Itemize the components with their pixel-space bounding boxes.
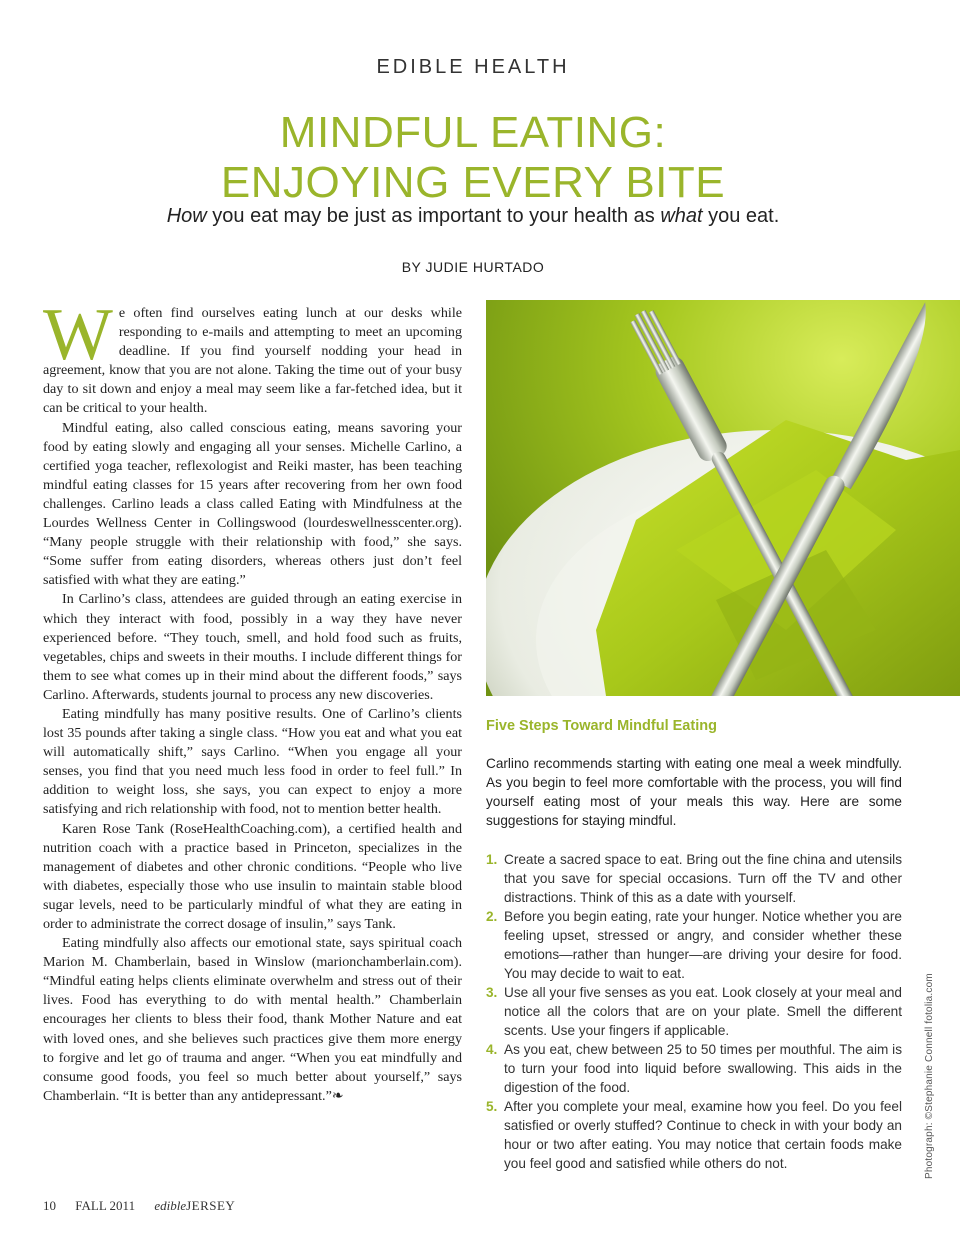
paragraph-text: Eating mindfully also affects our emotional state, says spiritual coach Marion M. Chamberlain, based in Winslow (marionchamberlain.com). “Mindful eating helps clients eliminate overwhelm and stress out of their lives. Food has everything to do with mental health.” Chamberlain encourages her clients to bless their food, thank Mother Nature and eat with loved ones, and she believes such practices give them more energy to forgive and let go of trauma and anger. “When you eat mindfully and consume good foods, you feel so much better about yourself,” says Chamberlain. “It is better than any antidepressant.” — [43, 935, 462, 1104]
photo-credit: Photograph: ©Stephanie Connell fotolia.com — [924, 973, 935, 1179]
headline — [0, 108, 946, 208]
step-text: After you complete your meal, examine how you feel. Do you feel satisfied or overly stuffed? Continue to check in with your body an hour or two after eating. You may notice that certain foods make you feel good and satisfied while others do not. — [504, 1099, 902, 1171]
step-number: 4. — [486, 1042, 498, 1057]
dek-text-end: you eat. — [702, 205, 780, 227]
plate-fork-knife-illustration — [486, 300, 960, 696]
sidebar-intro: Carlino recommends starting with eating one meal a week mindfully. As you begin to feel more comfortable with the process, you will find yourself eating most of your meals this way. Here are some suggestions for staying mindful. — [486, 756, 902, 828]
article-paragraph-2: Mindful eating, also called conscious eating, means savoring your food by eating slowly and engaging all your senses. Michelle Carlino, a certified yoga teacher, reflexologist and Reiki master, has been teaching mindful eating classes for 15 years after recovering from her own food challenges. Carlino leads a class called Eating with Mindfulness at the Lourdes Wellness Center in Collingswood (lourdeswellnesscenter.org). “Many people struggle with their relationship with food,” she says. “Some suffer from eating disorders, whereas others just don’t feel satisfied with what they are eating.” — [43, 419, 462, 589]
dek-text: you eat may be just as important to your health as — [206, 205, 661, 227]
step-item — [486, 983, 902, 1040]
dek-emphasis-what: what — [660, 205, 703, 227]
step-item — [486, 907, 902, 983]
byline: BY JUDIE HURTADO — [401, 259, 545, 275]
article-paragraph-1 — [43, 294, 462, 419]
step-number: 5. — [486, 1099, 498, 1114]
issue-date: FALL 2011 — [75, 1198, 136, 1213]
step-item — [486, 1040, 902, 1097]
sidebar-title: Five Steps Toward Mindful Eating — [486, 718, 717, 734]
step-number: 1. — [486, 852, 498, 867]
article-photo — [486, 300, 960, 696]
article-body — [43, 294, 462, 1106]
step-text: Before you begin eating, rate your hunger. Notice whether you are feeling upset, stressed or angry, and consider whether these emotions—rather than hunger—are driving your desire for food. You may decide to wait to eat. — [504, 909, 902, 981]
step-text: As you eat, chew between 25 to 50 times per mouthful. The aim is to turn your food into liquid before swallowing. This aids in the digestion of the food. — [504, 1042, 902, 1095]
paragraph-text: e often find ourselves eating lunch at our desks while responding to e-mails and attempting to meet an upcoming deadline. If you find yourself nodding your head in agreement, know that you are not alone. Taking the time out of your busy day to sit down and enjoy a meal may seem like a far-fetched idea, but it can be critical to your health. — [43, 305, 462, 417]
headline-line-2: ENJOYING EVERY BITE — [220, 158, 726, 207]
step-item — [486, 1097, 902, 1173]
step-number: 2. — [486, 909, 498, 924]
end-mark-icon: ❧ — [331, 1087, 344, 1104]
magazine-name-italic: edible — [154, 1198, 187, 1213]
article-paragraph-5: Karen Rose Tank (RoseHealthCoaching.com), a certified health and nutrition coach with a practice based in Princeton, specializes in the management of diabetes and other chronic conditions. “People who live with diabetes, especially those who use insulin to maintain stable blood sugar levels, need to be particularly mindful of what they are eating in order to administrate the correct dosage of insulin,” says Tank. — [43, 820, 462, 932]
step-text: Use all your five senses as you eat. Look closely at your meal and notice all the colors that are on your plate. Smell the different scents. Use your fingers if applicable. — [504, 985, 902, 1038]
section-label: EDIBLE HEALTH — [376, 56, 570, 78]
subheadline — [0, 205, 946, 228]
step-item — [486, 850, 902, 907]
page-number: 10 — [43, 1198, 56, 1213]
drop-cap: W — [43, 294, 113, 376]
dek-emphasis-how: How — [166, 205, 207, 227]
article-paragraph-6 — [43, 934, 462, 1106]
steps-list — [486, 850, 902, 1173]
magazine-name-caps: JERSEY — [186, 1198, 236, 1213]
article-paragraph-4: Eating mindfully has many positive results. One of Carlino’s clients lost 35 pounds after taking a single class. “How you eat and what you eat will automatically shift,” says Carlino. “When you engage all your senses, you find that you need much less food in order to feel full.” In addition to weight loss, she says, you can expect to enjoy a more satisfying and rich relationship with food, not to mention better health. — [43, 705, 462, 818]
headline-line-1: MINDFUL EATING: — [279, 108, 667, 157]
page-footer — [43, 1198, 251, 1214]
article-paragraph-3: In Carlino’s class, attendees are guided through an eating exercise in which they interact with food, possibly in a way they have never experienced before. “They touch, smell, and hold food such as fruits, vegetables, chips and sweets in their mouths. I include different things for them to see what comes up in their mind about the different foods,” says Carlino. Afterwards, students journal to process any new discoveries. — [43, 591, 462, 703]
step-text: Create a sacred space to eat. Bring out the fine china and utensils that you save for special occasions. Turn off the TV and other distractions. Think of this as a date with yourself. — [504, 852, 902, 905]
step-number: 3. — [486, 985, 498, 1000]
